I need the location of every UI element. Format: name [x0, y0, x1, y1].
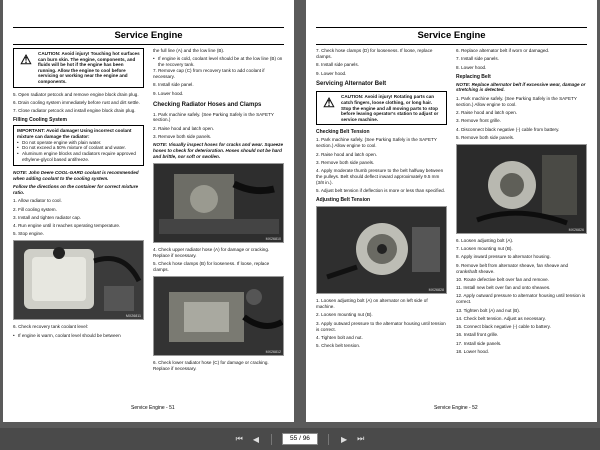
first-page-icon[interactable]: ⏮ — [235, 434, 243, 443]
hose-clamp-photo: MX26812 — [153, 276, 284, 356]
radiator-hose-illustration — [154, 164, 284, 242]
recovery-tank-illustration — [14, 241, 144, 319]
left-page — [3, 0, 294, 422]
step: 6. Check lower radiator hose (C) for damage or cracking. Replace if necessary. — [153, 360, 269, 371]
step: 5. Adjust belt tension if deflection is more or less than specified. — [316, 188, 445, 194]
step: 2. Raise hood and latch open. — [456, 109, 518, 115]
warning-triangle-icon: ⚠ — [20, 52, 32, 67]
step: 7. Loosen mounting nut (B). — [456, 246, 513, 251]
caution-box: ⚠ CAUTION: Avoid injury! Touching hot surfaces can burn skin. The engine, components, and fluids will be hot if the engine has been running. Allow the engine to cool before servicing or working near the engine and components. — [13, 48, 144, 88]
step: 5. Stop engine. — [13, 231, 44, 237]
step: 9. Remove belt from alternator sheave, fan sheave and crankshaft sheave. — [456, 262, 569, 274]
step: 2. Loosen mounting nut (B). — [316, 312, 373, 318]
step: 7. Check hose clamps (D) for looseness. If loose, replace clamps. — [316, 48, 433, 59]
step: 2. Fill cooling system. — [13, 206, 57, 212]
step: 9. Lower hood. — [316, 70, 347, 76]
right-column-2 — [456, 48, 587, 357]
step: 6. Replace alternator belt if worn or damaged. — [456, 48, 550, 53]
step: 13. Tighten bolt (A) and nut (B). — [456, 307, 521, 313]
toolbar-divider — [328, 434, 329, 445]
step: 3. Remove both side panels. — [316, 159, 375, 165]
last-page-icon[interactable]: ⏭ — [357, 434, 365, 443]
step: 8. Apply inward pressure to alternator housing. — [456, 254, 551, 260]
step: 7. Remove cap (C) from recovery tank to add coolant if necessary. — [153, 68, 265, 80]
next-page-icon[interactable]: ▶ — [341, 434, 348, 444]
right-page-footer: Service Engine - 52 — [434, 405, 478, 411]
left-column-2: the full line (A) and the low line (B). • If engine is cold, coolant level should be at the low line (B) on the recovery tank. 7. Remove cap (C) from recovery tank to add coolant if necessary. 8. Install side panel. 9. Lower hood. Checking Radiator Hoses and Clamps 1. Park machine safely. (See Parking Safely in the SAFETY section.) 2. Raise hood and latch open. 3. Remove both side panels. NOTE: Visually inspect hoses for cracks and wear. Squeeze hoses to check for deterioration. Hoses should not be hard and brittle, nor soft or swollen. MX26810 4. Check upper radiator hose (A) for damage or cracking. Replace if necessary. 5. Check hose clamps (B) for looseness. If loose, replace clamps. MX26812 6. Check lower radiator hose (C) for damage or cracking. Replace if necessary. — [153, 48, 284, 374]
step: 6. Loosen adjusting bolt (A). — [456, 237, 514, 243]
step: 1. Park machine safely. (See Parking Safely in the SAFETY section.) — [153, 111, 274, 123]
belt-illustration — [457, 145, 587, 233]
step: 4. Check upper radiator hose (A) for damage or cracking. Replace if necessary. — [153, 247, 270, 258]
note: NOTE: John Deere COOL-GARD coolant is recommended when adding coolant to the cooling system. — [13, 169, 139, 181]
section-heading: Adjusting Belt Tension — [316, 197, 371, 204]
right-page-title: Service Engine — [316, 27, 587, 45]
step: 4. Run engine until it reaches operating temperature. — [13, 223, 121, 229]
prev-page-icon[interactable]: ◀ — [252, 434, 259, 444]
step: 9. Lower hood. — [153, 90, 184, 96]
right-column-1 — [316, 48, 447, 351]
alternator-adjust-photo: MX26828 — [316, 206, 447, 294]
section-heading: Checking Belt Tension — [316, 129, 370, 136]
step: 17. Install side panels. — [456, 340, 502, 346]
warning-triangle-icon: ⚠ — [323, 95, 335, 111]
toolbar-divider — [271, 434, 272, 445]
recovery-tank-photo: MX26811 — [13, 240, 144, 320]
alternator-illustration — [317, 207, 447, 293]
step: 2. Raise hood and latch open. — [153, 125, 215, 131]
step: 14. Check belt tension. Adjust as necessary. — [456, 315, 546, 321]
step: 12. Apply outward pressure to alternator housing until tension is correct. — [456, 293, 586, 305]
page-number-input[interactable] — [282, 433, 318, 445]
step: 1. Park machine safely. (See Parking Safely in the SAFETY section.) Allow engine to cool. — [316, 137, 437, 149]
step: 8. Install side panels. — [316, 62, 359, 68]
step: 7. Install side panels. — [456, 56, 499, 62]
step: 5. Open radiator petcock and remove engine block drain plug. — [13, 91, 139, 97]
step: 5. Check belt tension. — [316, 343, 361, 349]
step: 1. Allow radiator to cool. — [13, 198, 62, 204]
hose-clamp-illustration — [154, 277, 284, 355]
note: Follow the directions on the container for correct mixture ratio. — [13, 184, 139, 195]
step: 6. Drain cooling system immediately before rust and dirt settle. — [13, 99, 140, 105]
step: 3. Install and tighten radiator cap. — [13, 214, 81, 220]
step: 11. Install new belt over fan and onto sheaves. — [456, 285, 551, 291]
step: 3. Remove both side panels. — [153, 134, 212, 140]
note: NOTE: Visually inspect hoses for cracks and wear. Squeeze hoses to check for deterioration. Hoses should not be hard and brittle, nor soft or swollen. — [153, 142, 284, 160]
step: 8. Lower hood. — [456, 64, 487, 70]
step: 5. Remove both side panels. — [456, 134, 515, 140]
step: 1. Park machine safely. (See Parking Safely in the SAFETY section.) Allow engine to cool. — [456, 95, 577, 107]
step: 3. Remove front grille. — [456, 118, 501, 124]
step: 4. Tighten bolt and nut. — [316, 334, 363, 340]
step: 10. Route defective belt over fan and remove. — [456, 276, 549, 282]
step: 8. Install side panel. — [153, 82, 194, 88]
step: 4. Apply moderate thumb pressure to the belt halfway between the pulleys. Belt should deflect inward approximately 9.5 mm (3/8 in.). — [316, 168, 444, 185]
page-navigation-toolbar — [0, 428, 600, 450]
step: 15. Connect black negative (-) cable to battery. — [456, 324, 551, 330]
left-page-title: Service Engine — [13, 27, 284, 45]
belt-replace-photo: MX26826 — [456, 144, 587, 234]
section-heading: Filling Cooling System — [13, 117, 67, 124]
section-heading: Checking Radiator Hoses and Clamps — [153, 101, 262, 108]
step: 4. Disconnect black negative (-) cable from battery. — [456, 126, 560, 132]
step: 5. Check hose clamps (B) for looseness. If loose, replace clamps. — [153, 261, 270, 273]
caution-box: ⚠ CAUTION: Avoid injury! Rotating parts can catch fingers, loose clothing, or long hair. Stop the engine and all moving parts to stop before leaving operator's station to adjust or service machine. — [316, 91, 447, 125]
step: 16. Install front grille. — [456, 332, 499, 338]
step: 18. Lower hood. — [456, 349, 489, 355]
step: 3. Apply outward pressure to the alternator housing until tension is correct. — [316, 320, 446, 332]
note: NOTE: Replace alternator belt if excessive wear, damage or stretching is detected. — [456, 81, 586, 93]
important-box: IMPORTANT: Avoid damage! Using incorrect coolant mixture can damage the radiator: • Do not operate engine with plain water. • Do not exceed a 50% mixture of coolant and water. • Aluminum engine blocks and radiators require approved ethylene-glycol based antifreeze. — [13, 125, 144, 166]
section-heading: Replacing Belt — [456, 73, 491, 80]
step: 2. Raise hood and latch open. — [316, 151, 378, 157]
left-column-1: ⚠ CAUTION: Avoid injury! Touching hot surfaces can burn skin. The engine, components, and fluids will be hot if the engine has been running. Allow the engine to cool before servicing or working near the engine and components. 5. Open radiator petcock and remove engine block drain plug. 6. Drain cooling system immediately before rust and dirt settle. 7. Close radiator petcock and install engine block drain plug. Filling Cooling System IMPORTANT: Avoid damage! Using incorrect coolant mixture can damage the radiator: • Do not operate engine with plain water. • Do not exceed a 50% mixture of coolant and water. • Aluminum engine blocks and radiators require approved ethylene-glycol based antifreeze. NOTE: John Deere COOL-GARD coolant is recommended when adding coolant to the cooling system. Follow the directions on the container for correct mixture ratio. 1. Allow radiator to cool. 2. Fill cooling system. 3. Install and tighten radiator cap. 4. Run engine until it reaches operating temperature. 5. Stop engine. MX26811 6. Check recovery tank coolant level: • If engine is warm, coolant level should be between — [13, 48, 144, 339]
step: 1. Loosen adjusting bolt (A) on alternator on left side of machine. — [316, 298, 428, 310]
step: 6. Check recovery tank coolant level: — [13, 324, 89, 330]
right-page — [306, 0, 597, 422]
section-heading: Servicing Alternator Belt — [316, 81, 387, 88]
left-page-footer: Service Engine - 51 — [131, 405, 175, 411]
radiator-hose-photo: MX26810 — [153, 163, 284, 243]
step: 7. Close radiator petcock and install engine block drain plug. — [13, 108, 136, 114]
